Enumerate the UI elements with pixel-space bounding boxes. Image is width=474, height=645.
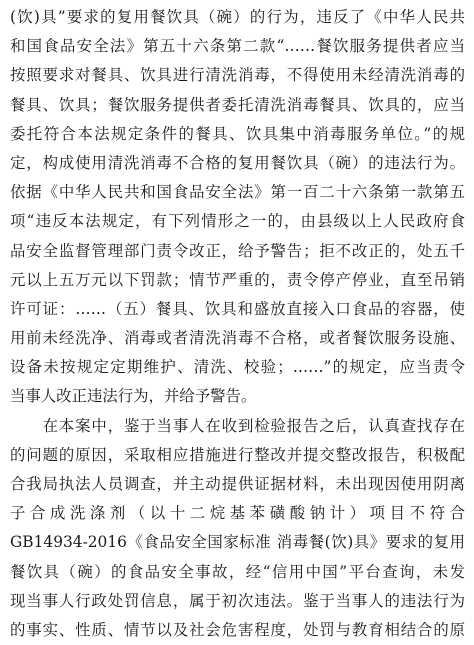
paragraph-1 xyxy=(10,3,465,412)
text-line: (饮)具”要求的复用餐饮具（碗）的行为，违反了《中华人民共 xyxy=(10,8,465,26)
text-line: 合我局执法人员调查，并主动提供证据材料，未出现因使用阴离 xyxy=(10,475,465,493)
text-line: GB14934-2016《食品安全国家标准 消毒餐(饮)具》要求的复用 xyxy=(10,533,465,552)
text-line: 项“违反本法规定，有下列情形之一的，由县级以上人民政府食 xyxy=(10,212,465,231)
text-line: 子合成洗涤剂（以十二烷基苯磺酸钠计）项目不符合 xyxy=(10,504,465,523)
text-line: 餐具、饮具；餐饮服务提供者委托清洗消毒餐具、饮具的，应当 xyxy=(10,95,465,114)
text-line: 许可证：……（五）餐具、饮具和盛放直接入口食品的容器，使 xyxy=(10,299,465,318)
paragraph-2 xyxy=(10,412,465,645)
text-line: 当事人改正违法行为，并给予警告。 xyxy=(10,387,257,406)
text-line: 定，构成使用清洗消毒不合格的复用餐饮具（碗）的违法行为。 xyxy=(10,153,465,172)
text-line: 委托符合本法规定条件的餐具、饮具集中消毒服务单位。”的规 xyxy=(10,124,465,143)
text-line: 品安全监督管理部门责令改正，给予警告；拒不改正的，处五千 xyxy=(10,241,465,260)
text-line: 用前未经洗净、消毒或者清洗消毒不合格，或者餐饮服务设施、 xyxy=(10,329,465,348)
text-line: 依据《中华人民共和国食品安全法》第一百二十六条第一款第五 xyxy=(10,183,465,202)
text-line: 和国食品安全法》第五十六条第二款“……餐饮服务提供者应当 xyxy=(10,37,465,56)
text-line: 现当事人行政处罚信息，属于初次违法。鉴于当事人的违法行为 xyxy=(10,591,465,610)
text-line: 设备未按规定定期维护、清洗、校验；……”的规定，应当责令 xyxy=(10,358,465,377)
text-line: 按照要求对餐具、饮具进行清洗消毒，不得使用未经清洗消毒的 xyxy=(10,66,465,85)
text-line: 的问题的原因，采取相应措施进行整改并提交整改报告，积极配 xyxy=(10,445,465,464)
text-line: 元以上五万元以下罚款；情节严重的，责令停产停业，直至吊销 xyxy=(10,270,465,289)
text-line: 在本案中，鉴于当事人在收到检验报告之后，认真查找存在 xyxy=(10,416,465,435)
text-line: 餐饮具（碗）的食品安全事故，经“信用中国”平台查询，未发 xyxy=(10,562,465,581)
text-line: 的事实、性质、情节以及社会危害程度，处罚与教育相结合的原 xyxy=(10,620,465,639)
